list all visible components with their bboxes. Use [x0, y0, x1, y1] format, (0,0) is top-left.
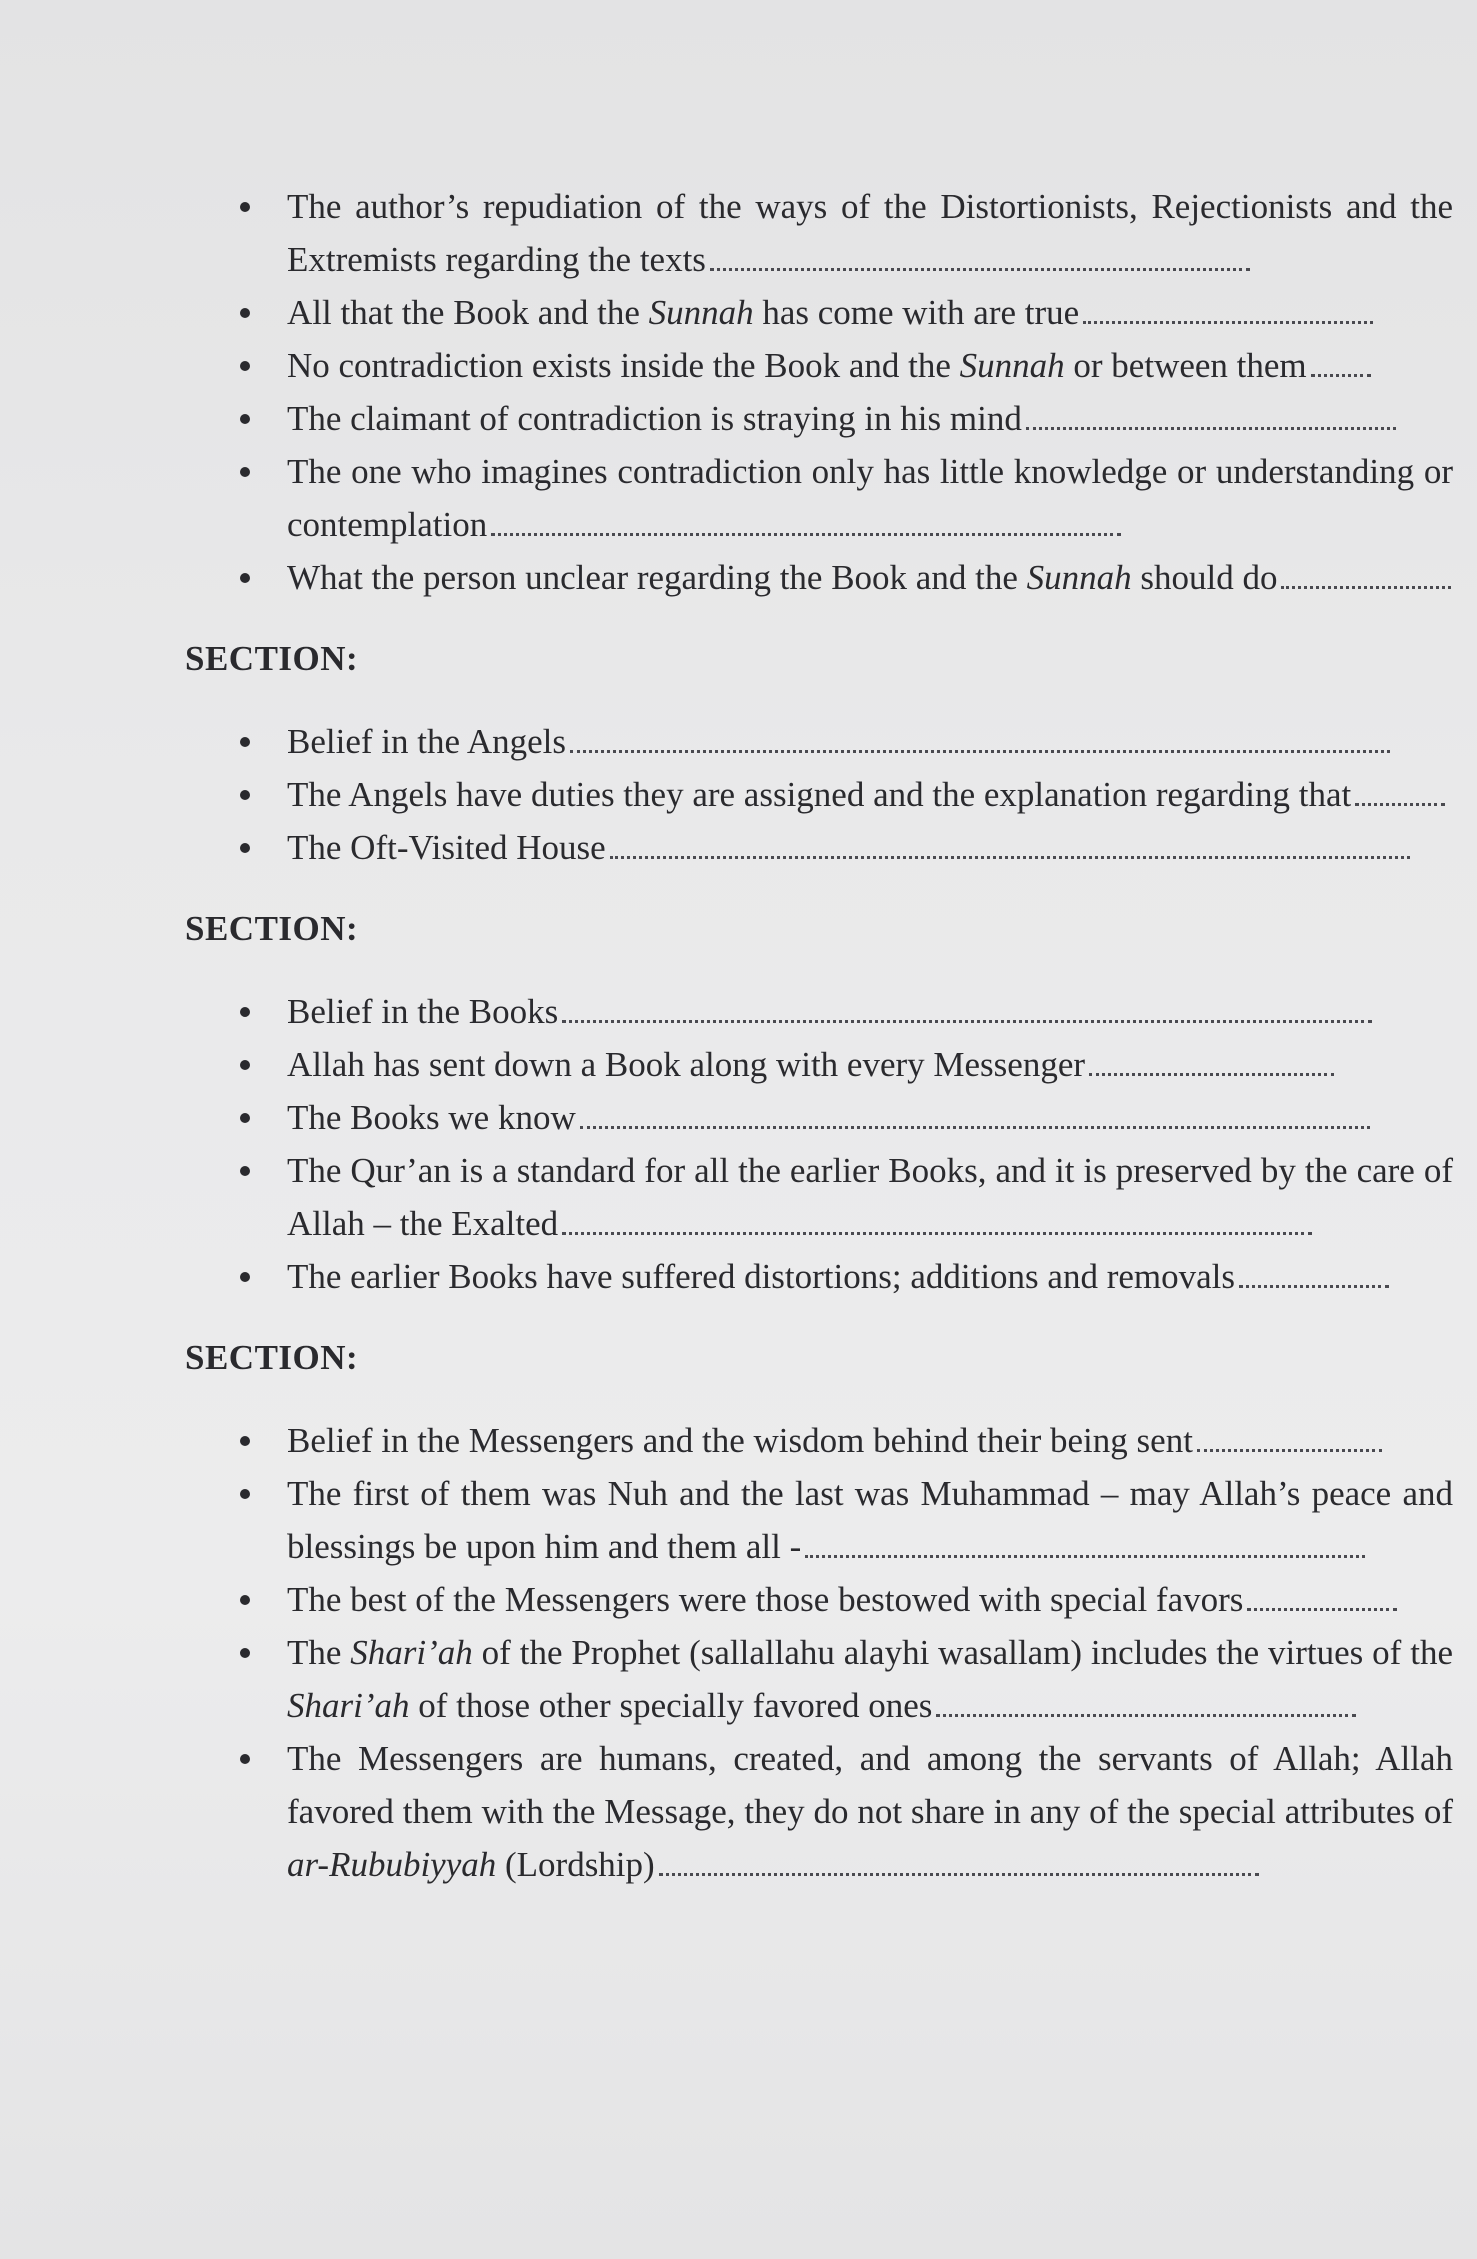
list-item [185, 551, 1465, 604]
item-text: The first of them was Nuh and the last was Muhammad – may Allah’s peace and blessings be upon him and them all - [287, 1474, 1453, 1566]
item-text: (Lordship) [496, 1845, 655, 1884]
bullet-icon [240, 1007, 250, 1017]
dot-leader [805, 1554, 1365, 1558]
list-item [185, 715, 1465, 768]
list-item [185, 1732, 1465, 1891]
dot-leader [562, 1231, 1312, 1235]
item-text: All that the Book and the [287, 293, 649, 332]
item-text: The Oft-Visited House [287, 828, 606, 867]
item-text: or between them [1064, 346, 1307, 385]
bullet-icon [240, 573, 250, 583]
dot-leader [1355, 802, 1445, 806]
item-text: of the Prophet (sallallahu alayhi wasallam) includes the virtues of the [472, 1633, 1453, 1672]
list-item [185, 985, 1465, 1038]
bullet-icon [240, 308, 250, 318]
dot-leader [1239, 1284, 1389, 1288]
bullet-icon [240, 467, 250, 477]
item-text: Belief in the Messengers and the wisdom behind their being sent [287, 1421, 1193, 1460]
bullet-icon [240, 1489, 250, 1499]
bullet-icon [240, 361, 250, 371]
list-item [185, 1467, 1465, 1573]
item-text: should do [1131, 558, 1278, 597]
item-text: The best of the Messengers were those bestowed with special favors [287, 1580, 1244, 1619]
list-item [185, 1573, 1465, 1626]
dot-leader [1311, 373, 1371, 377]
item-text: Belief in the Angels [287, 722, 566, 761]
item-text: The author’s repudiation of the ways of the Distortionists, Rejectionists and the Extremists regarding the texts [287, 187, 1453, 279]
list-item [185, 768, 1465, 821]
item-text: The [287, 1633, 351, 1672]
section-item-list [185, 1414, 1465, 1891]
table-of-contents [185, 180, 1465, 1891]
item-text: The Books we know [287, 1098, 576, 1137]
bullet-icon [240, 843, 250, 853]
dot-leader [1083, 320, 1373, 324]
dot-leader [570, 749, 1390, 753]
bullet-icon [240, 1060, 250, 1070]
item-text: What the person unclear regarding the Book and the [287, 558, 1027, 597]
item-text: The Qur’an is a standard for all the earlier Books, and it is preserved by the care of Allah – the Exalted [287, 1151, 1453, 1243]
section-item-list [185, 715, 1465, 874]
bullet-icon [240, 790, 250, 800]
dot-leader [1197, 1448, 1382, 1452]
bullet-icon [240, 737, 250, 747]
list-item [185, 1091, 1465, 1144]
dot-leader [659, 1872, 1259, 1876]
item-text-italic: Sunnah [959, 346, 1065, 385]
item-text: Belief in the Books [287, 992, 559, 1031]
list-item [185, 1144, 1465, 1250]
dot-leader [710, 267, 1250, 271]
list-item [185, 1414, 1465, 1467]
bullet-icon [240, 1595, 250, 1605]
item-text-italic: ar-Rububiyyah [287, 1845, 497, 1884]
section-heading: SECTION: [185, 639, 359, 678]
item-text-italic: Sunnah [1026, 558, 1132, 597]
section-heading: SECTION: [185, 909, 359, 948]
item-text: Allah has sent down a Book along with every Messenger [287, 1045, 1086, 1084]
bullet-icon [240, 1272, 250, 1282]
item-text: The earlier Books have suffered distortions; additions and removals [287, 1257, 1236, 1296]
item-text: The Angels have duties they are assigned and the explanation regarding that [287, 775, 1352, 814]
dot-leader [1247, 1607, 1397, 1611]
dot-leader [562, 1019, 1372, 1023]
dot-leader [1026, 426, 1396, 430]
list-item [185, 286, 1465, 339]
list-item [185, 445, 1465, 551]
bullet-icon [240, 1113, 250, 1123]
dot-leader [1281, 585, 1451, 589]
list-item [185, 1038, 1465, 1091]
bullet-icon [240, 202, 250, 212]
item-text: has come with are true [753, 293, 1080, 332]
list-item [185, 339, 1465, 392]
list-item [185, 821, 1465, 874]
item-text-italic: Shari’ah [287, 1686, 410, 1725]
bullet-icon [240, 414, 250, 424]
list-item [185, 392, 1465, 445]
item-text: The one who imagines contradiction only has little knowledge or understanding or contemplation [287, 452, 1453, 544]
item-text: The claimant of contradiction is straying in his mind [287, 399, 1022, 438]
dot-leader [936, 1713, 1356, 1717]
dot-leader [580, 1125, 1370, 1129]
item-text: The Messengers are humans, created, and among the servants of Allah; Allah favored them with the Message, they do not share in any of the special attributes of [287, 1739, 1453, 1831]
item-text: No contradiction exists inside the Book and the [287, 346, 960, 385]
section-item-list [185, 985, 1465, 1303]
bullet-icon [240, 1648, 250, 1658]
section-heading: SECTION: [185, 1338, 359, 1377]
dot-leader [1089, 1072, 1334, 1076]
item-text-italic: Sunnah [648, 293, 754, 332]
section-item-list [185, 180, 1465, 604]
dot-leader [491, 532, 1121, 536]
list-item [185, 1250, 1465, 1303]
list-item [185, 180, 1465, 286]
item-text-italic: Shari’ah [350, 1633, 473, 1672]
list-item [185, 1626, 1465, 1732]
bullet-icon [240, 1436, 250, 1446]
bullet-icon [240, 1754, 250, 1764]
dot-leader [610, 855, 1410, 859]
bullet-icon [240, 1166, 250, 1176]
item-text: of those other specially favored ones [409, 1686, 933, 1725]
